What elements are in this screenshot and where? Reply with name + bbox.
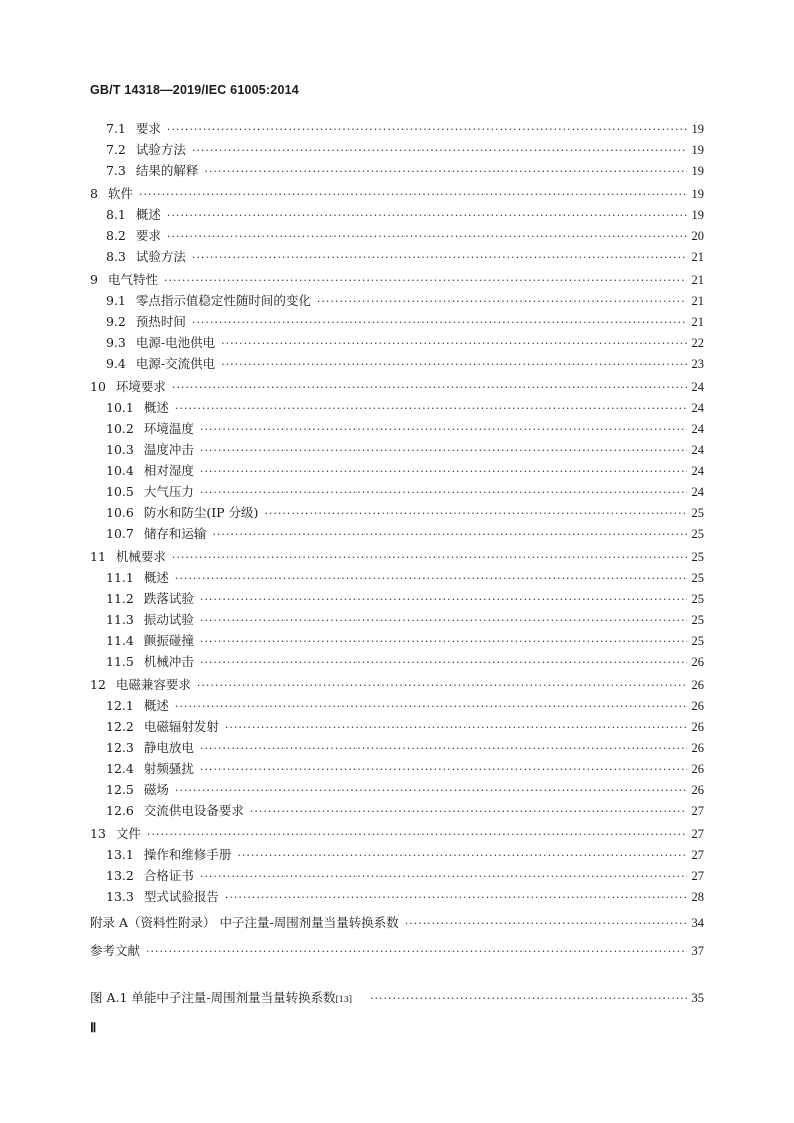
toc-entry-number: 9.2 (106, 314, 126, 329)
toc-entry-title: 参考文献 (90, 943, 141, 958)
toc-entry-number: 12 (90, 677, 106, 692)
toc-entry-title: 跌落试验 (143, 591, 194, 606)
toc-leader-dots (172, 547, 687, 568)
toc-entry[interactable] (90, 225, 704, 246)
toc-leader-dots (175, 398, 687, 419)
toc-entry-number: 12.3 (106, 740, 134, 755)
toc-entry-title: 机械要求 (115, 549, 166, 564)
toc-leader-dots (200, 738, 687, 759)
toc-entry-page: 34 (691, 916, 704, 930)
toc-entry-title: 合格证书 (143, 868, 194, 883)
toc-entry-title: 文件 (115, 826, 141, 841)
toc-leader-dots (200, 482, 687, 503)
toc-leader-dots (175, 696, 687, 717)
toc-leader-dots (225, 717, 687, 738)
toc-entry-page: 24 (691, 380, 704, 394)
page-number: Ⅱ (90, 1020, 97, 1035)
toc-leader-dots (192, 140, 687, 161)
toc-entry-page: 24 (691, 401, 704, 415)
toc-entry-number: 10.5 (106, 484, 134, 499)
toc-entry-number: 11.1 (106, 570, 134, 585)
toc-leader-dots (172, 377, 687, 398)
toc-leader-dots (200, 652, 687, 673)
toc-entry[interactable] (90, 376, 704, 397)
toc-entry[interactable] (90, 695, 704, 716)
toc-leader-dots (200, 440, 687, 461)
toc-entry-page: 24 (691, 422, 704, 436)
toc-entry[interactable] (90, 758, 704, 779)
toc-entry-title: 电气特性 (107, 272, 158, 287)
toc-entry-page: 26 (691, 678, 704, 692)
toc-entry-page: 19 (691, 143, 704, 157)
toc-entry[interactable] (90, 844, 704, 865)
toc-entry-page: 26 (691, 762, 704, 776)
toc-leader-dots (167, 119, 687, 140)
toc-entry-number: 10 (90, 379, 106, 394)
toc-entry-page: 28 (691, 890, 704, 904)
toc-entry-number: 9.4 (106, 356, 126, 371)
toc-entry-page: 19 (691, 122, 704, 136)
toc-entry[interactable] (90, 588, 704, 609)
toc-entry-title: 电源-交流供电 (135, 356, 216, 371)
figure-entry-page: 35 (691, 991, 704, 1005)
toc-entry-title: 射频骚扰 (143, 761, 194, 776)
toc-leader-dots (167, 205, 687, 226)
toc-entry-title: 储存和运输 (143, 526, 207, 541)
toc-entry-page: 25 (691, 571, 704, 585)
toc-entry-page: 25 (691, 592, 704, 606)
toc-entry-page: 25 (691, 634, 704, 648)
toc-entry[interactable] (90, 311, 704, 332)
figure-entry-title: 图 A.1 单能中子注量-周围剂量当量转换系数 (90, 990, 336, 1005)
toc-entry-title: 电磁兼容要求 (115, 677, 191, 692)
toc-entry-title: 操作和维修手册 (143, 847, 232, 862)
toc-entry-title: 概述 (135, 207, 161, 222)
toc-entry-title: 温度冲击 (143, 442, 194, 457)
toc-entry-title: 环境温度 (143, 421, 194, 436)
toc-entry[interactable] (90, 502, 704, 523)
toc-entry[interactable] (90, 716, 704, 737)
toc-entry-number: 13 (90, 826, 106, 841)
toc-leader-dots (164, 270, 687, 291)
toc-entry[interactable] (90, 246, 704, 267)
toc-entry-title: 概述 (143, 400, 169, 415)
toc-entry-page: 19 (691, 208, 704, 222)
toc-leader-dots (250, 801, 687, 822)
toc-entry[interactable] (90, 609, 704, 630)
toc-entry-number: 9 (90, 272, 98, 287)
toc-entry-title: 电源-电池供电 (135, 335, 216, 350)
toc-entry-number: 10.1 (106, 400, 134, 415)
toc-entry-title: 型式试验报告 (143, 889, 219, 904)
toc-entry[interactable] (90, 651, 704, 672)
toc-entry[interactable] (90, 523, 704, 544)
toc-leader-dots (192, 247, 687, 268)
toc-entry[interactable] (90, 332, 704, 353)
toc-entry-title: 试验方法 (135, 249, 186, 264)
toc-leader-dots (405, 912, 687, 936)
toc-entry-page: 26 (691, 699, 704, 713)
toc-entry-page: 26 (691, 720, 704, 734)
toc-entry-number: 10.7 (106, 526, 134, 541)
toc-entry-title: 静电放电 (143, 740, 194, 755)
toc-entry-title: 概述 (143, 570, 169, 585)
toc-entry-title: 电磁辐射发射 (143, 719, 219, 734)
toc-entry-page: 21 (691, 273, 704, 287)
toc-entry-title: 磁场 (143, 782, 169, 797)
document-header: GB/T 14318—2019/IEC 61005:2014 (90, 83, 299, 97)
toc-entry-number: 10.6 (106, 505, 134, 520)
figure-entry-reference: [13] (335, 995, 353, 1004)
toc-leader-dots (221, 333, 687, 354)
toc-entry[interactable] (90, 779, 704, 800)
toc-entry-number: 12.2 (106, 719, 134, 734)
toc-entry-title: 试验方法 (135, 142, 186, 157)
toc-entry-title: 环境要求 (115, 379, 166, 394)
toc-leader-dots (200, 419, 687, 440)
toc-leader-dots (204, 161, 687, 182)
toc-entry-page: 24 (691, 485, 704, 499)
toc-entry-page: 20 (691, 229, 704, 243)
toc-entry-number: 11 (90, 549, 106, 564)
toc-entry[interactable] (90, 630, 704, 651)
toc-entry-page: 26 (691, 741, 704, 755)
toc-entry-title: 要求 (135, 228, 161, 243)
toc-entry-page: 25 (691, 613, 704, 627)
toc-entry-page: 27 (691, 869, 704, 883)
toc-entry[interactable] (90, 418, 704, 439)
toc-leader-dots (175, 568, 687, 589)
toc-entry[interactable] (90, 567, 704, 588)
toc-entry-page: 22 (691, 336, 704, 350)
toc-entry-page: 24 (691, 443, 704, 457)
toc-leader-dots (146, 940, 687, 964)
toc-entry-number: 7.2 (106, 142, 126, 157)
toc-entry-title: 概述 (143, 698, 169, 713)
toc-entry-title: 结果的解释 (135, 163, 199, 178)
toc-entry-number: 8.3 (106, 249, 126, 264)
toc-entry-page: 27 (691, 827, 704, 841)
toc-entry[interactable] (90, 460, 704, 481)
toc-entry-number: 11.2 (106, 591, 134, 606)
toc-entry-page: 23 (691, 357, 704, 371)
toc-entry-number: 11.5 (106, 654, 134, 669)
toc-leader-dots (200, 866, 687, 887)
toc-leader-dots (200, 631, 687, 652)
toc-leader-dots (200, 610, 687, 631)
toc-entry-number: 11.3 (106, 612, 134, 627)
toc-entry-page: 21 (691, 250, 704, 264)
toc-entry-title: 大气压力 (143, 484, 194, 499)
toc-entry[interactable] (90, 823, 704, 844)
toc-entry-title: 软件 (107, 186, 133, 201)
toc-leader-dots (147, 824, 687, 845)
toc-leader-dots (139, 184, 687, 205)
toc-entry-number: 10.3 (106, 442, 134, 457)
toc-entry-page: 21 (691, 294, 704, 308)
toc-entry-number: 8.1 (106, 207, 126, 222)
toc-entry-page: 27 (691, 848, 704, 862)
toc-entry-title: 颤振碰撞 (143, 633, 194, 648)
toc-leader-dots (317, 291, 687, 312)
toc-entry-number: 8 (90, 186, 98, 201)
toc-entry[interactable] (90, 886, 704, 907)
toc-leader-dots (200, 589, 687, 610)
toc-entry-number: 7.1 (106, 121, 126, 136)
toc-entry-page: 37 (691, 944, 704, 958)
toc-entry[interactable] (90, 160, 704, 181)
toc-entry-number: 11.4 (106, 633, 134, 648)
toc-entry-number: 12.1 (106, 698, 134, 713)
toc-entry[interactable] (90, 800, 704, 821)
toc-entry[interactable] (90, 674, 704, 695)
toc-entry[interactable] (90, 204, 704, 225)
table-of-contents (90, 118, 704, 1008)
toc-entry-title: 交流供电设备要求 (143, 803, 244, 818)
toc-entry-title: 附录 A（资料性附录） 中子注量-周围剂量当量转换系数 (90, 915, 399, 930)
toc-leader-dots (200, 461, 687, 482)
toc-entry-page: 25 (691, 550, 704, 564)
toc-leader-dots (192, 312, 687, 333)
toc-entry-page: 26 (691, 783, 704, 797)
toc-entry[interactable] (90, 118, 704, 139)
toc-entry[interactable] (90, 290, 704, 311)
toc-entry[interactable] (90, 397, 704, 418)
toc-entry[interactable] (90, 546, 704, 567)
figure-list-entry[interactable] (90, 987, 704, 1008)
toc-entry[interactable] (90, 353, 704, 374)
toc-entry-number: 12.6 (106, 803, 134, 818)
toc-entry-title: 防水和防尘(IP 分级) (143, 505, 259, 520)
toc-entry[interactable] (90, 439, 704, 460)
toc-entry[interactable] (90, 737, 704, 758)
toc-leader-dots (225, 887, 687, 908)
toc-entry-number: 12.5 (106, 782, 134, 797)
toc-entry-page: 26 (691, 655, 704, 669)
toc-entry-page: 24 (691, 464, 704, 478)
toc-leader-dots (167, 226, 687, 247)
toc-entry-title: 零点指示值稳定性随时间的变化 (135, 293, 311, 308)
toc-entry-number: 10.4 (106, 463, 134, 478)
toc-entry-title: 机械冲击 (143, 654, 194, 669)
toc-leader-dots (200, 759, 687, 780)
toc-leader-dots (175, 780, 687, 801)
toc-entry-number: 13.3 (106, 889, 134, 904)
toc-entry-title: 预热时间 (135, 314, 186, 329)
toc-entry-number: 12.4 (106, 761, 134, 776)
toc-entry-page: 19 (691, 164, 704, 178)
toc-entry-page: 19 (691, 187, 704, 201)
toc-entry-number: 9.1 (106, 293, 126, 308)
toc-entry-number: 7.3 (106, 163, 126, 178)
toc-entry[interactable] (90, 939, 704, 963)
toc-entry-title: 振动试验 (143, 612, 194, 627)
toc-entry-page: 27 (691, 804, 704, 818)
toc-entry[interactable] (90, 269, 704, 290)
toc-leader-dots (264, 503, 687, 524)
toc-entry-number: 9.3 (106, 335, 126, 350)
toc-entry-number: 13.1 (106, 847, 134, 862)
toc-leader-dots (237, 845, 687, 866)
toc-entry-page: 25 (691, 506, 704, 520)
toc-leader-dots (212, 524, 687, 545)
toc-entry[interactable] (90, 865, 704, 886)
toc-entry[interactable] (90, 183, 704, 204)
toc-entry-page: 25 (691, 527, 704, 541)
toc-leader-dots (221, 354, 687, 375)
toc-entry-number: 10.2 (106, 421, 134, 436)
toc-entry-number: 8.2 (106, 228, 126, 243)
toc-entry[interactable] (90, 481, 704, 502)
toc-entry-title: 要求 (135, 121, 161, 136)
toc-leader-dots (197, 675, 687, 696)
toc-entry-number: 13.2 (106, 868, 134, 883)
toc-entry[interactable] (90, 911, 704, 935)
toc-entry-page: 21 (691, 315, 704, 329)
toc-entry[interactable] (90, 139, 704, 160)
toc-leader-dots (370, 988, 687, 1009)
toc-entry-title: 相对湿度 (143, 463, 194, 478)
